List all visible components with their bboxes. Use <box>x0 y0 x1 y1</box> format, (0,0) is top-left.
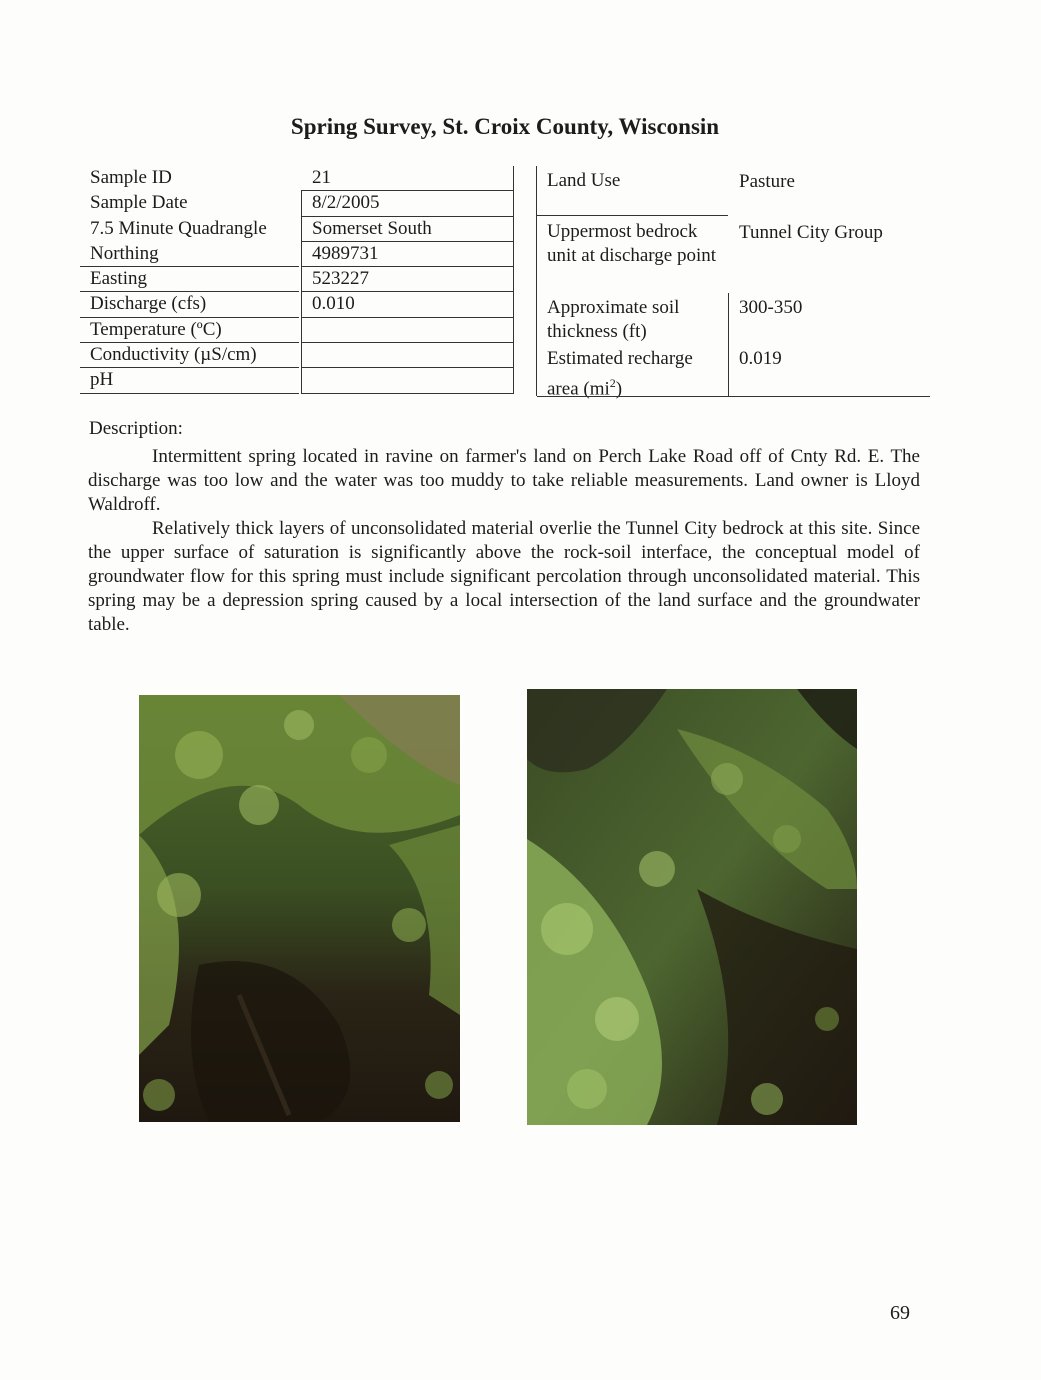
spring-photo-ravine <box>139 695 460 1122</box>
recharge-area-label: Estimated recharge area $(mi^2)$ <box>547 348 693 400</box>
description-paragraph: Relatively thick layers of unconsolidated material overlie the Tunnel City bedrock at this site. Since the upper surface of saturation is significantly above the rock-soil interface, the conceptual model of groundwater flow for this spring must include significant percolation through unconsolidated material. This spring may be a depression spring caused by a local intersection of the land surface and the groundwater table. <box>88 518 920 635</box>
table-row <box>80 292 514 317</box>
row-value: 4989731 <box>312 242 379 264</box>
land-use-value: Pasture <box>739 171 795 192</box>
row-value: 21 <box>312 167 331 188</box>
table-row <box>80 166 514 191</box>
row-value: 0.010 <box>312 293 355 315</box>
row-label: Sample Date <box>90 192 188 214</box>
row-label: Conductivity (µS/cm) <box>90 344 257 366</box>
row-value: 8/2/2005 <box>312 192 380 214</box>
site-data-table <box>80 166 514 394</box>
page-title: Spring Survey, St. Croix County, Wisconsin <box>290 114 720 139</box>
row-label: Northing <box>90 242 159 264</box>
table-row <box>80 191 514 216</box>
row-label: Easting <box>90 268 147 290</box>
row-value: Somerset South <box>312 217 432 239</box>
row-label: Discharge (cfs) <box>90 293 207 315</box>
bedrock-label: Uppermost bedrock unit at discharge point <box>547 221 717 266</box>
page-number: 69 <box>890 1302 910 1324</box>
table-row <box>80 217 514 242</box>
soil-thickness-label: Approximate soil thickness (ft) <box>547 297 680 342</box>
bedrock-value: Tunnel City Group <box>739 222 883 243</box>
row-label: Temperature (ºC) <box>90 318 222 340</box>
table-row <box>80 368 514 393</box>
row-value: 523227 <box>312 268 369 290</box>
soil-thickness-value: 300-350 <box>739 297 803 318</box>
row-label: pH <box>90 369 114 391</box>
table-row <box>80 343 514 368</box>
table-row <box>80 267 514 292</box>
land-use-label: Land Use <box>547 170 621 191</box>
description-label: Description: <box>89 418 183 439</box>
row-label: 7.5 Minute Quadrangle <box>90 217 267 239</box>
table-row <box>80 242 514 267</box>
description-paragraph: Intermittent spring located in ravine on farmer's land on Perch Lake Road off of Cnty Rd. E. The discharge was too low and the water was too muddy to take reliable measurements. Land owner is Lloyd Waldroff. <box>88 446 920 515</box>
row-label: Sample ID <box>90 167 172 188</box>
description-text <box>88 445 920 637</box>
site-characteristics-table <box>536 166 930 400</box>
recharge-area-value: 0.019 <box>739 348 782 369</box>
table-row <box>80 318 514 343</box>
spring-photo-channel <box>527 689 857 1125</box>
